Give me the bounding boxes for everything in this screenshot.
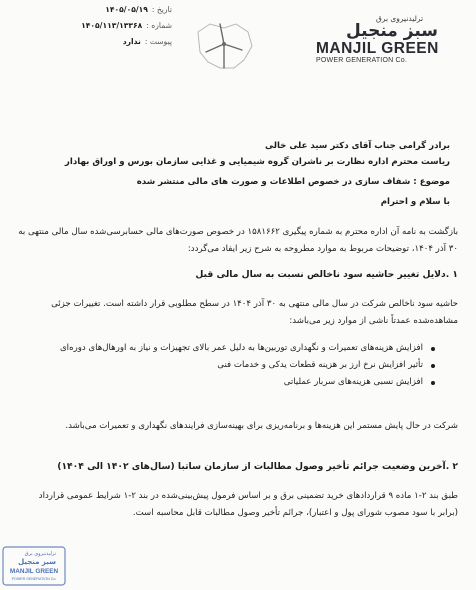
list-item: افزایش هزینه‌های تعمیرات و نگهداری توربین‌ها به دلیل عمر بالای تجهیزات و نیاز به اورهال‌های دوره‌ای xyxy=(36,340,436,357)
stamp-line-4: POWER GENERATION Co. xyxy=(11,577,57,581)
recipient-line-2: ریاست محترم اداره نظارت بر ناشران گروه شیمیایی و غذایی سازمان بورس و اوراق بهادار xyxy=(64,157,450,167)
attachment-label: پیوست : xyxy=(144,37,172,46)
attachment-row xyxy=(52,34,172,50)
stamp-line-1: ترلیدنیروی برق xyxy=(24,551,56,557)
subject-label: موضوع : xyxy=(413,177,450,187)
subject-line xyxy=(30,174,450,191)
list-item: افزایش نسبی هزینه‌های سربار عملیاتی xyxy=(36,374,436,391)
date-label: تاریخ : xyxy=(151,5,172,14)
number-label: شماره : xyxy=(146,21,172,30)
brand-english-subtitle: POWER GENERATION Co. xyxy=(316,57,407,64)
attachment-value: ندارد xyxy=(122,37,141,46)
greeting: با سلام و احترام xyxy=(380,197,450,207)
section-1-paragraph: حاشیه سود ناخالص شرکت در سال مالی منتهی به ۳۰ آذر ۱۴۰۴ در سطح مطلوبی قرار داشته است. تغییرات جزئی مشاهده‌شده عمدتاً ناشی از موارد زیر می‌باشد: xyxy=(51,299,458,326)
section-2-paragraph: طبق بند ۲-۱ ماده ۹ قراردادهای خرید تضمینی برق و بر اساس فرمول پیش‌بینی‌شده در بند ۲-۱ شرایط عمومی قرارداد (برابر با سود مصوب شورای پول و اعتبار)، جرائم تأخیر وصول مطالبات قابل محاسبه است. xyxy=(38,491,458,518)
brand-persian-tagline: ترلیدنیروی برق xyxy=(376,14,424,23)
section-1-heading: ۱ .دلایل تغییر حاشیه سود ناخالص نسبت به سال مالی قبل xyxy=(195,269,458,280)
recipient-line-1: برادر گرامی جناب آقای دکتر سید علی خالی xyxy=(265,141,450,151)
stamp-line-3: MANJIL GREEN xyxy=(9,568,59,575)
number-row xyxy=(52,18,172,34)
brand-persian-name: سبز منجیل xyxy=(346,21,438,41)
intro-paragraph: بازگشت به نامه آن اداره محترم به شماره پیگیری ۱۵۸۱۶۶۲ در خصوص صورت‌های مالی حسابرسی‌شده سال مالی منتهی به ۳۰ آذر ۱۴۰۴، توضیحات مربوط به موارد مطروحه به شرح زیر ایفاد می‌گردد: xyxy=(18,227,458,254)
number-value: ۱۴۰۵/۱۱۳/۱۳۳۶۸ xyxy=(81,21,143,30)
section-1-closing: شرکت در حال پایش مستمر این هزینه‌ها و برنامه‌ریزی برای بهینه‌سازی فرایندهای نگهداری و تعمیرات می‌باشد. xyxy=(65,421,458,431)
company-brand xyxy=(316,14,456,64)
stamp-line-2: سبز منجیل xyxy=(18,558,56,566)
brand-english-name: MANJIL GREEN xyxy=(316,40,439,57)
date-value: ۱۴۰۵/۰۵/۱۹ xyxy=(105,5,148,14)
list-item: تأثیر افزایش نرخ ارز بر هزینه قطعات یدکی و خدمات فنی xyxy=(36,357,436,374)
reasons-list xyxy=(36,340,436,391)
letter-meta xyxy=(52,2,172,50)
subject-text: شفاف سازی در خصوص اطلاعات و صورت های مالی منتشر شده xyxy=(136,177,411,187)
company-stamp xyxy=(2,546,66,586)
turbine-emblem-icon xyxy=(190,18,258,74)
date-row xyxy=(52,2,172,18)
section-2-heading: ۲ .آخرین وضعیت جرائم تأخیر وصول مطالبات از سازمان ساتبا (سال‌های ۱۴۰۲ الی ۱۴۰۴) xyxy=(57,461,458,472)
